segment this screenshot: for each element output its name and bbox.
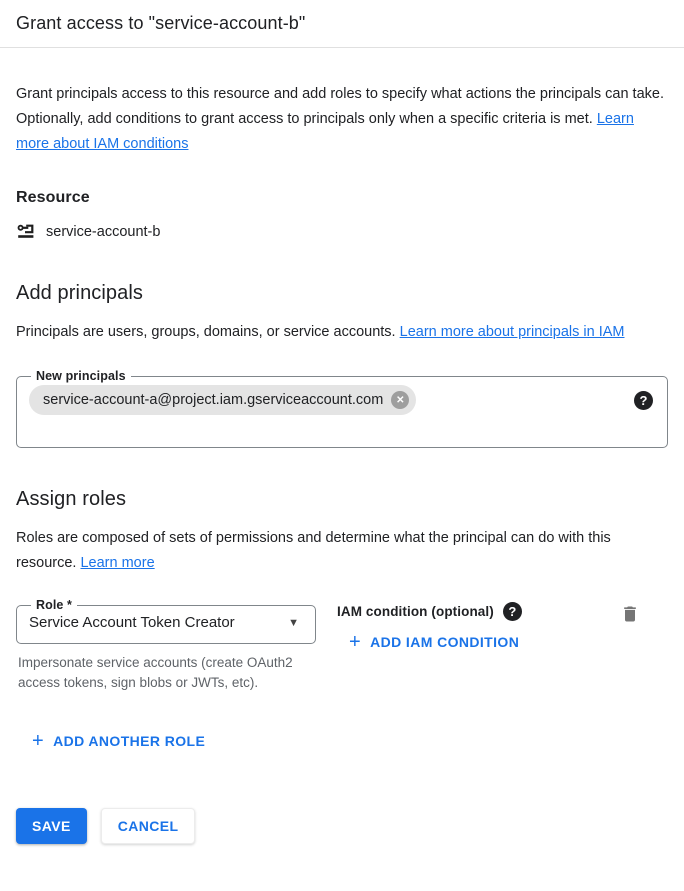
roles-learn-more-link[interactable]: Learn more	[80, 555, 155, 571]
page-title: Grant access to "service-account-b"	[16, 13, 306, 33]
role-helper-text: Impersonate service accounts (create OAuth2 access tokens, sign blobs or JWTs, etc).	[18, 655, 293, 690]
trash-icon	[620, 604, 640, 624]
principals-help-icon[interactable]: ?	[634, 391, 653, 410]
add-another-role-label: ADD ANOTHER ROLE	[53, 733, 206, 749]
chevron-down-icon: ▼	[288, 616, 299, 629]
add-iam-condition-label: ADD IAM CONDITION	[370, 634, 520, 650]
service-account-icon	[16, 222, 36, 242]
role-row	[16, 598, 668, 693]
principals-text: Principals are users, groups, domains, or service accounts.	[16, 324, 400, 340]
save-button[interactable]: SAVE	[16, 808, 87, 844]
plus-icon: +	[349, 631, 362, 653]
assign-roles-heading: Assign roles	[16, 488, 127, 510]
add-iam-condition-button[interactable]	[349, 632, 519, 652]
chip-row	[29, 383, 655, 437]
roles-description	[16, 526, 666, 576]
new-principals-label: New principals	[36, 369, 126, 383]
new-principals-field[interactable]	[16, 369, 668, 448]
iam-condition-label-row	[337, 602, 620, 621]
resource-heading: Resource	[16, 189, 90, 206]
footer-actions	[0, 808, 684, 844]
delete-role-column	[620, 604, 640, 628]
principals-description	[16, 320, 666, 345]
principal-chip[interactable]	[29, 385, 416, 415]
resource-row	[16, 222, 668, 242]
role-column	[16, 598, 316, 693]
add-another-role-button[interactable]	[32, 731, 205, 751]
chip-remove-close-icon[interactable]: ✕	[391, 391, 409, 409]
cancel-button[interactable]: CANCEL	[101, 808, 196, 844]
role-value: Service Account Token Creator	[29, 614, 235, 631]
roles-text: Roles are composed of sets of permissions and determine what the principal can do with this resource.	[16, 530, 611, 571]
intro-paragraph	[16, 82, 666, 157]
principals-link[interactable]: Learn more about principals in IAM	[399, 324, 625, 340]
role-label: Role *	[36, 598, 73, 612]
principal-chip-label: service-account-a@project.iam.gserviceaccount.com	[43, 392, 384, 408]
add-principals-heading: Add principals	[16, 282, 144, 304]
intro-text: Grant principals access to this resource and add roles to specify what actions the principals can take. Optionally, add conditions to grant access to principals only when a specific criteria is met.	[16, 86, 664, 127]
iam-condition-label: IAM condition (optional)	[337, 604, 494, 619]
condition-help-icon[interactable]: ?	[503, 602, 522, 621]
resource-name: service-account-b	[46, 224, 161, 240]
role-select[interactable]	[16, 598, 316, 644]
iam-conditions-link[interactable]: Learn more about IAM conditions	[16, 111, 634, 152]
dialog-header	[0, 0, 684, 48]
delete-role-button[interactable]	[620, 604, 640, 624]
plus-icon: +	[32, 730, 45, 752]
iam-condition-column	[337, 598, 620, 652]
